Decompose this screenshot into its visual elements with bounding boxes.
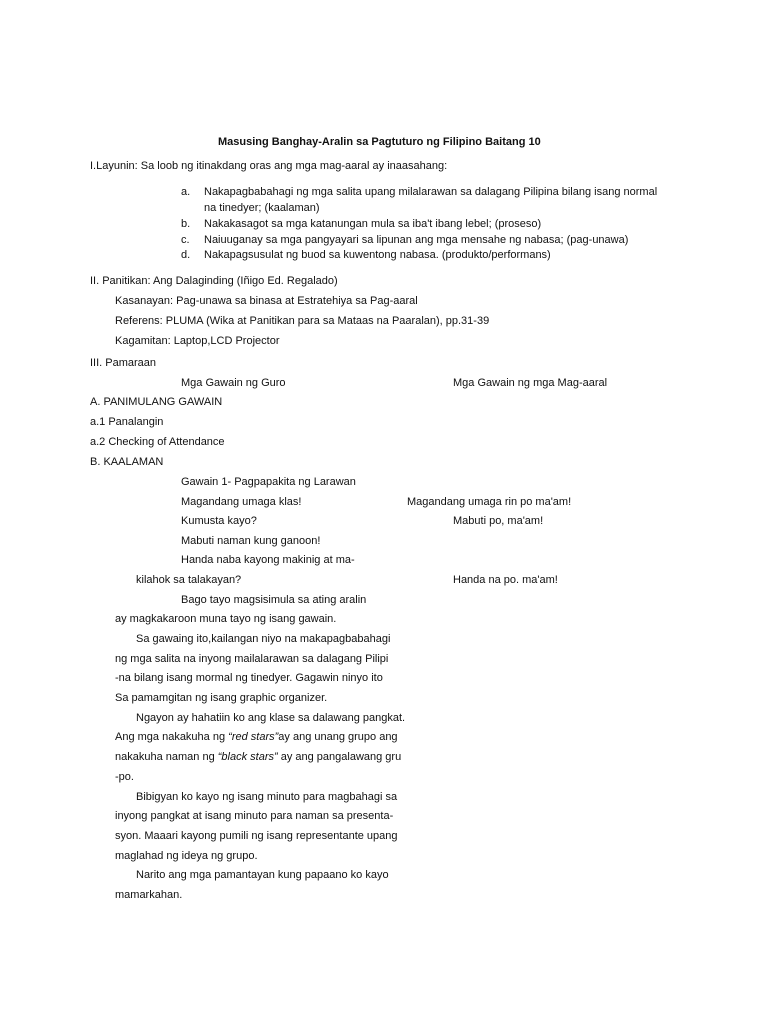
teacher-line: Handa naba kayong makinig at ma-	[181, 554, 355, 566]
paragraph-line: maglahad ng ideya ng grupo.	[115, 850, 258, 862]
pamaraan-heading: III. Pamaraan	[90, 357, 157, 369]
paragraph-line: Ngayon ay hahatiin ko ang klase sa dalawang pangkat.	[136, 712, 406, 724]
referens-line: Referens: PLUMA (Wika at Panitikan para sa Mataas na Paaralan), pp.31-39	[115, 315, 490, 327]
teacher-line: Kumusta kayo?	[181, 515, 257, 527]
gawain1-label: Gawain 1- Pagpapakita ng Larawan	[181, 476, 356, 488]
panitikan-heading: II. Panitikan: Ang Dalaginding (Iñigo Ed. Regalado)	[90, 275, 338, 287]
paragraph-line: -na bilang isang mormal ng tinedyer. Gagawin ninyo ito	[115, 672, 383, 684]
kaalaman-heading: B. KAALAMAN	[90, 456, 164, 468]
paragraph-line: ng mga salita na inyong mailalarawan sa dalagang Pilipi	[115, 653, 389, 665]
text-segment: ay ang unang grupo ang	[278, 731, 398, 743]
emphasis-red-stars: “red stars”	[228, 731, 279, 743]
panimulang-gawain-heading: A. PANIMULANG GAWAIN	[90, 396, 223, 408]
teacher-line: kilahok sa talakayan?	[136, 574, 242, 586]
paragraph-line: mamarkahan.	[115, 889, 183, 901]
paragraph-line: inyong pangkat at isang minuto para naman sa presenta-	[115, 810, 394, 822]
student-line: Handa na po. ma'am!	[453, 574, 558, 586]
teacher-line: Bago tayo magsisimula sa ating aralin	[181, 594, 367, 606]
objective-letter: a.	[181, 186, 191, 198]
text-segment: ay ang pangalawang gru	[280, 751, 402, 763]
layunin-heading: I.Layunin: Sa loob ng itinakdang oras ang mga mag-aaral ay inaasahang:	[90, 160, 448, 172]
objective-text: Nakakasagot sa mga katanungan mula sa iba't ibang lebel; (proseso)	[204, 218, 542, 230]
paragraph-line	[115, 750, 401, 764]
paragraph-line	[115, 730, 398, 744]
paragraph-line: -po.	[115, 771, 134, 783]
paragraph-line: Sa pamamgitan ng isang graphic organizer.	[115, 692, 328, 704]
student-line: Magandang umaga rin po ma'am!	[407, 496, 572, 508]
objective-letter: b.	[181, 218, 191, 230]
emphasis-black-stars: “black stars”	[217, 751, 278, 763]
kasanayan-line: Kasanayan: Pag-unawa sa binasa at Estratehiya sa Pag-aaral	[115, 295, 418, 307]
objective-text: Naiuuganay sa mga pangyayari sa lipunan ang mga mensahe ng nabasa; (pag-unawa)	[204, 234, 629, 246]
teacher-line: Mabuti naman kung ganoon!	[181, 535, 321, 547]
objective-text-continued: na tinedyer; (kaalaman)	[204, 202, 320, 214]
text-segment: nakakuha naman ng	[115, 751, 215, 763]
teacher-line: Magandang umaga klas!	[181, 496, 302, 508]
student-line: Mabuti po, ma'am!	[453, 515, 544, 527]
text-segment: Ang mga nakakuha ng	[115, 731, 226, 743]
kagamitan-line: Kagamitan: Laptop,LCD Projector	[115, 335, 280, 347]
paragraph-line: Bibigyan ko kayo ng isang minuto para magbahagi sa	[136, 791, 398, 803]
paragraph-line: syon. Maaari kayong pumili ng isang representante upang	[115, 830, 398, 842]
objective-letter: d.	[181, 249, 191, 261]
attendance-item: a.2 Checking of Attendance	[90, 436, 225, 448]
column-header-magaaral: Mga Gawain ng mga Mag-aaral	[453, 377, 608, 389]
objective-letter: c.	[181, 234, 190, 246]
panalangin-item: a.1 Panalangin	[90, 416, 164, 428]
document-title: Masusing Banghay-Aralin sa Pagtuturo ng Filipino Baitang 10	[218, 136, 541, 148]
objective-text: Nakapagbabahagi ng mga salita upang milalarawan sa dalagang Pilipina bilang isang normal	[204, 186, 658, 198]
paragraph-line: Sa gawaing ito,kailangan niyo na makapagbabahagi	[136, 633, 391, 645]
objective-text: Nakapagsusulat ng buod sa kuwentong nabasa. (produkto/performans)	[204, 249, 551, 261]
column-header-guro: Mga Gawain ng Guro	[181, 377, 286, 389]
paragraph-line: Narito ang mga pamantayan kung papaano ko kayo	[136, 869, 389, 881]
teacher-line: ay magkakaroon muna tayo ng isang gawain.	[115, 613, 337, 625]
